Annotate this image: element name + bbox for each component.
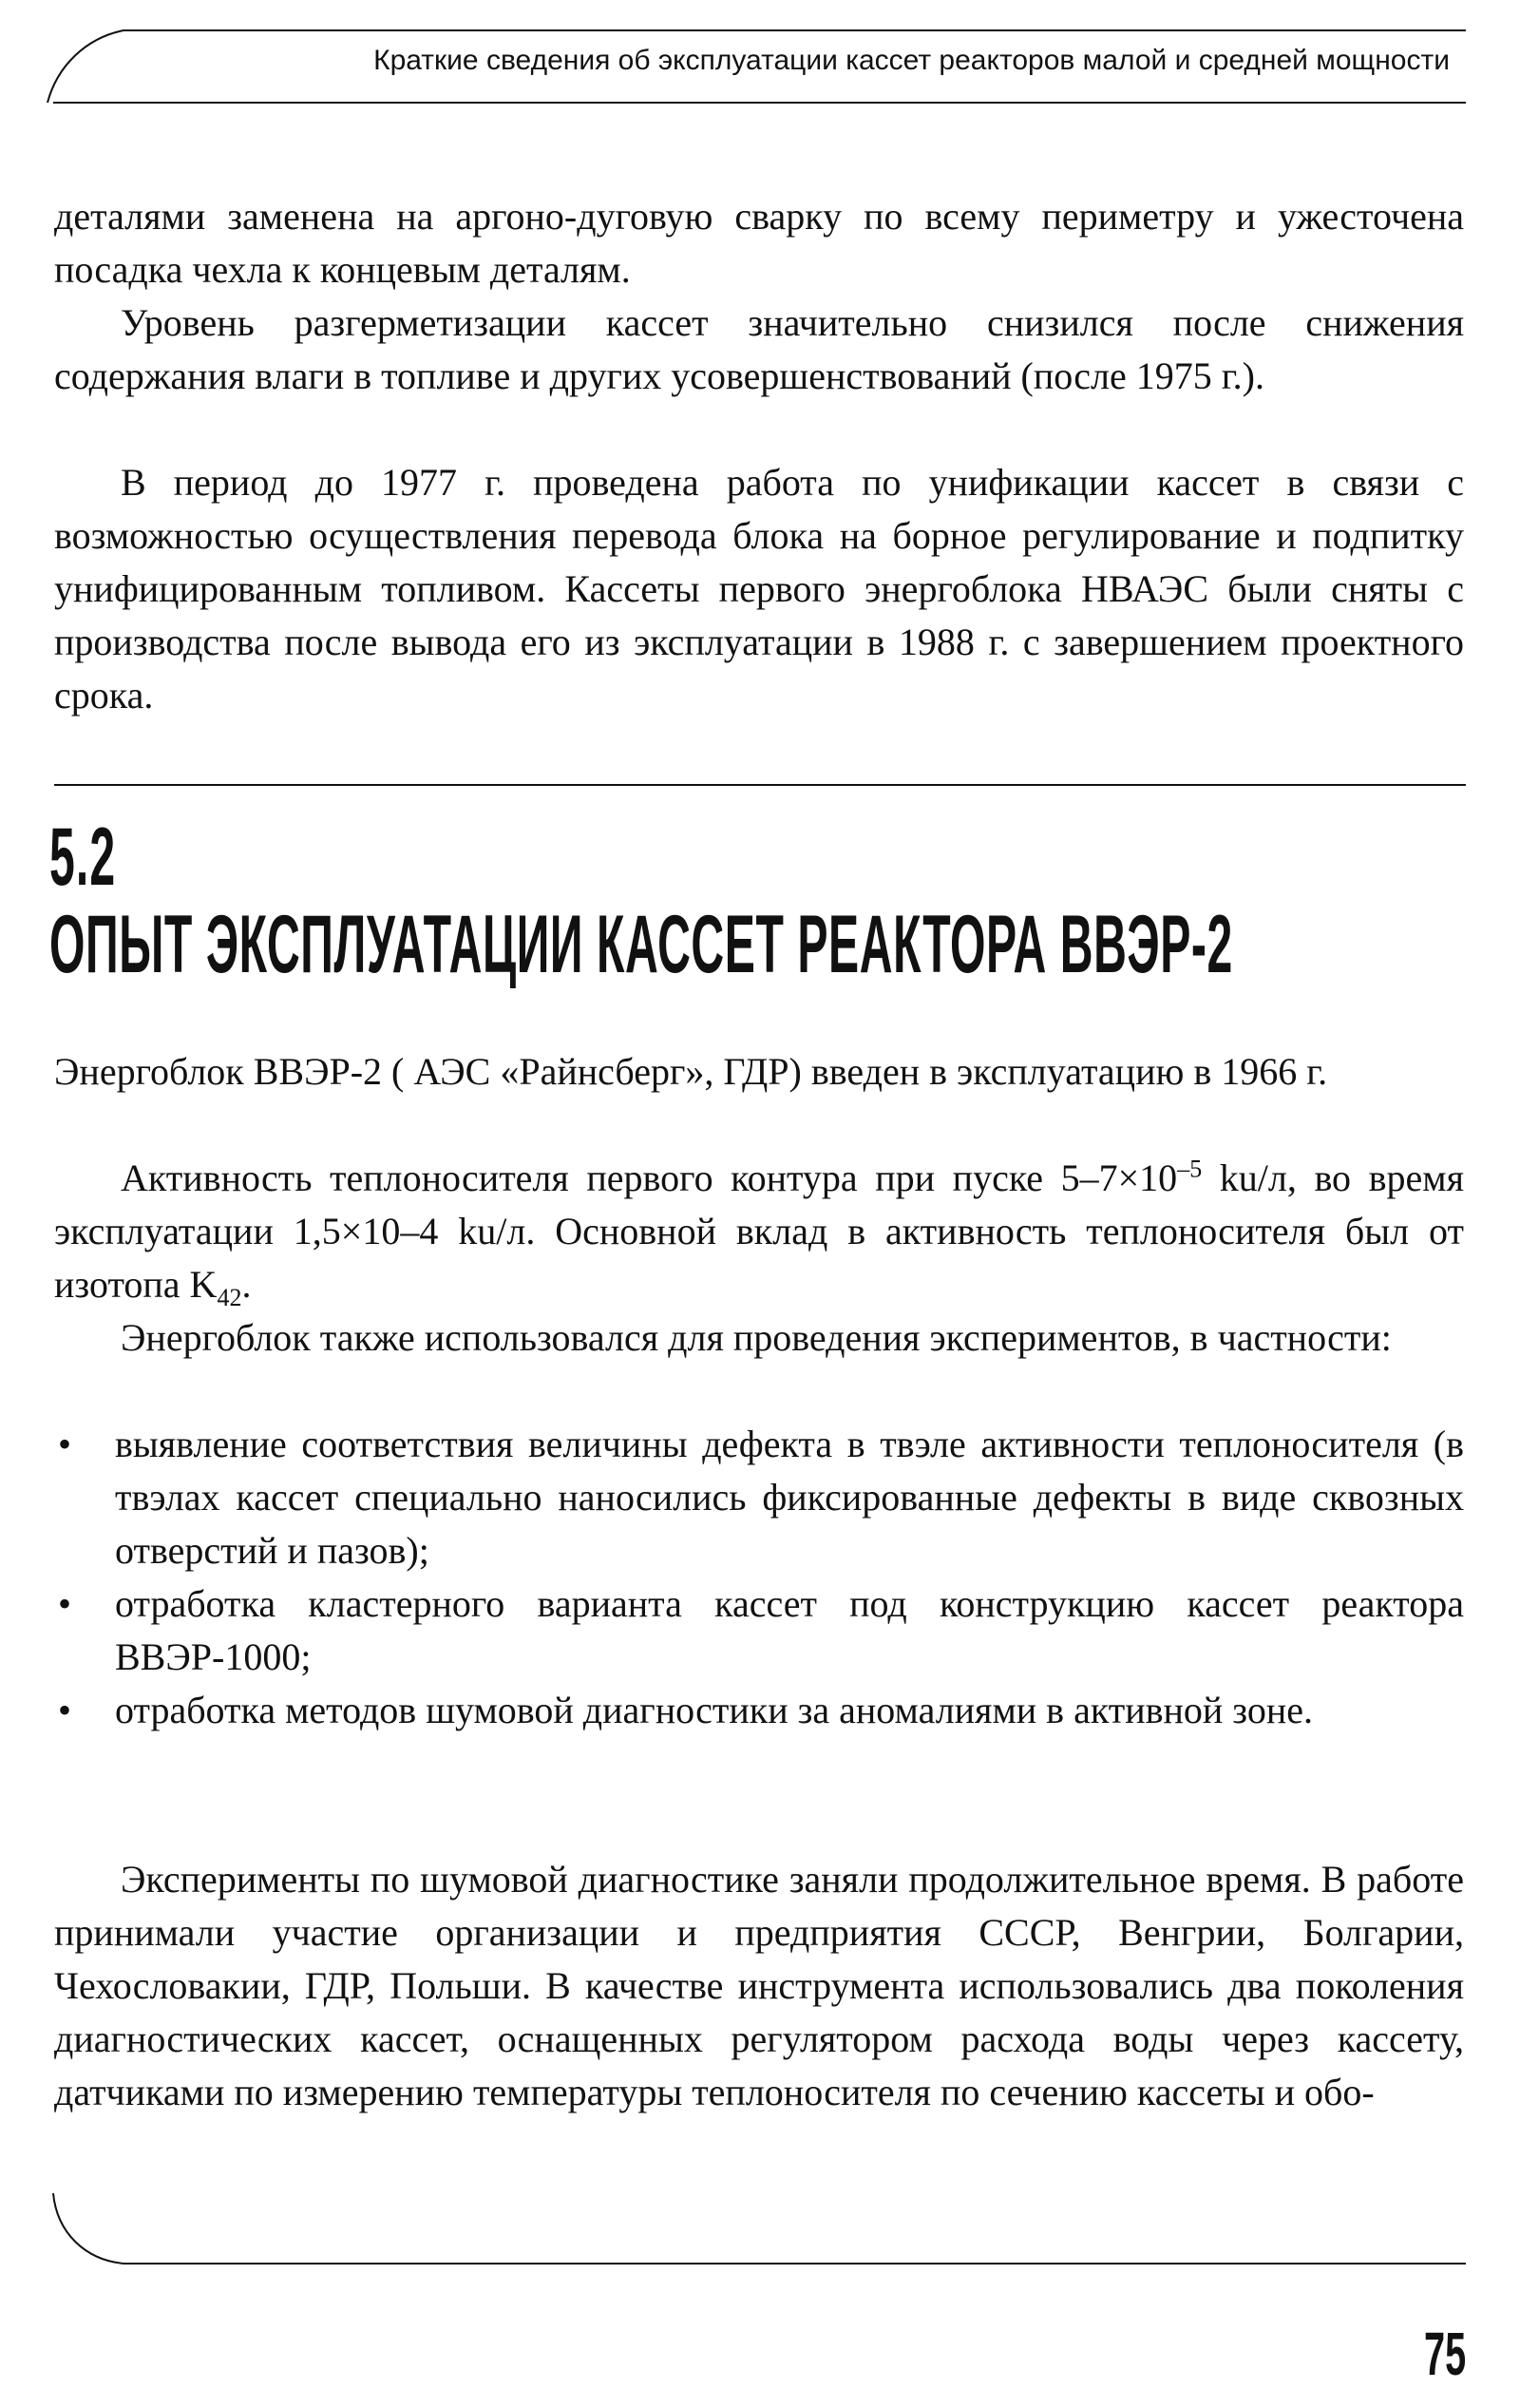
paragraph-depressurization: Уровень разгерметизации кассет значительно снизился после снижения содержания влаги в топливе и других усовершенствований (после 1975 г.). — [54, 301, 1464, 397]
section-number: 5.2 — [49, 812, 117, 903]
list-item-text: выявление соответствия величины дефекта в твэле активности теплоносителя (в твэлах кассет специально наносились фиксированные дефекты в виде сквозных отверстий и пазов); — [115, 1423, 1464, 1572]
paragraph-unification: В период до 1977 г. проведена работа по унификации кассет в связи с возможностью осуществления перевода блока на борное регулирование и подпитку унифицированным топливом. Кассеты первого энергоблока НВАЭС были сняты с производства после вывода его из эксплуатации в 1988 г. с завершением проектного срока. — [54, 461, 1464, 717]
list-item-text: отработка методов шумовой диагностики за аномалиями в активной зоне. — [115, 1689, 1314, 1731]
activity-text-1: Активность теплоносителя первого контура при пуске 5–7×10 — [121, 1156, 1178, 1199]
footer-frame — [0, 2186, 1520, 2300]
paragraph-intro: Энергоблок ВВЭР-2 ( АЭС «Райнсберг», ГДР) введен в эксплуатацию в 1966 г. — [54, 1050, 1328, 1093]
activity-text-3: . — [241, 1263, 252, 1306]
section-divider — [54, 784, 1466, 786]
isotope-subscript: 42 — [217, 1284, 242, 1311]
list-item-text: отработка кластерного варианта кассет под конструкцию кассет реактора ВВЭР-1000; — [115, 1582, 1464, 1678]
experiments-list — [54, 1418, 1464, 1737]
paragraph-continuation: деталями заменена на аргоно-дуговую сварку по всему периметру и ужесточена посадка чехла к концевым деталям. — [54, 195, 1464, 291]
bullet-icon: • — [58, 1689, 72, 1731]
paragraph-activity — [54, 1152, 1464, 1311]
section-title: ОПЫТ ЭКСПЛУАТАЦИИ КАССЕТ РЕАКТОРА ВВЭР-2 — [49, 899, 1233, 990]
running-title: Краткие сведения об эксплуатации кассет реакторов малой и средней мощности — [373, 45, 1450, 76]
list-item — [54, 1577, 1464, 1684]
paragraph-noise-diagnostics: Эксперименты по шумовой диагностике заняли продолжительное время. В работе принимали участие организации и предприятия СССР, Венгрии, Болгарии, Чехословакии, ГДР, Польши. В качестве инструмента использовались два поколения диагностических кассет, оснащенных регулятором расхода воды через кассету, датчиками по измерению температуры теплоносителя по сечению кассеты и обо- — [54, 1858, 1464, 2113]
bullet-icon: • — [58, 1582, 72, 1625]
list-item — [54, 1684, 1464, 1737]
paragraph-experiments-intro: Энергоблок также использовался для проведения экспериментов, в частности: — [121, 1316, 1392, 1359]
bullet-icon: • — [58, 1423, 72, 1465]
activity-text-2: ku/л, во время эксплуатации 1,5×10–4 ku/л. Основной вклад в активность теплоносителя был от изотопа K — [54, 1156, 1465, 1306]
page-number: 75 — [1423, 2320, 1466, 2388]
list-item — [54, 1418, 1464, 1577]
activity-exponent: –5 — [1177, 1155, 1203, 1183]
